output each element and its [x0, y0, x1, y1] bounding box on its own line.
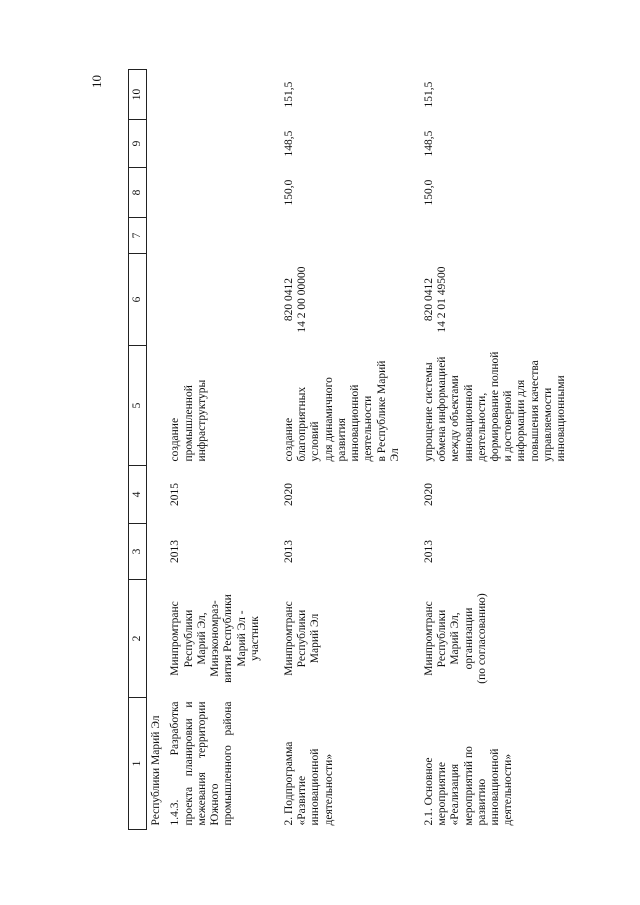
header-row [129, 70, 147, 830]
col-header-3: 3 [129, 524, 147, 580]
row-executor: Минпромтранс Республики Марий Эл, организации (по согласованию) [422, 593, 488, 684]
row-year-start: 2013 [169, 540, 182, 563]
row-name: 2.1. Основное мероприятие «Реализация мероприятий по развитию инновационной деятельности» [422, 746, 515, 826]
row-executor: Минпромтранс Республики Марий Эл [282, 601, 322, 676]
col-header-6: 6 [129, 254, 147, 346]
col-header-10: 10 [129, 70, 147, 120]
row-c10: 151,5 [422, 81, 435, 108]
row-result: упрощение системы обмена информацией между объектами инновационной деятельности, формирование полной и достоверной информации для повышения качества управляемости инновационными [422, 351, 568, 462]
row-executor: Минпромтранс Республики Марий Эл, Минэкономраз- вития Республики Марий Эл - участник [169, 594, 261, 683]
row-c8: 150,0 [422, 179, 435, 206]
row-c7 [405, 218, 571, 254]
row-c8: 150,0 [282, 179, 295, 206]
col-header-4: 4 [129, 466, 147, 524]
row-name: 1.4.3. Разработка проекта планировки и межевания территории Южного промышленного района [169, 701, 235, 826]
table-row [166, 70, 265, 830]
row-year-end: 2020 [422, 483, 435, 506]
row-c10 [166, 70, 265, 120]
program-table [128, 69, 571, 830]
row-c8 [166, 168, 265, 218]
col-header-8: 8 [129, 168, 147, 218]
table-row [265, 70, 405, 830]
row-year-start: 2013 [422, 540, 435, 563]
rotated-page [80, 52, 568, 852]
row-year-end: 2015 [169, 483, 182, 506]
col-header-1: 1 [129, 698, 147, 830]
col-header-5: 5 [129, 346, 147, 466]
row-code: 820 0412 14 2 00 00000 [282, 266, 309, 333]
row-c9 [166, 120, 265, 168]
row-c9: 148,5 [422, 130, 435, 157]
col-header-9: 9 [129, 120, 147, 168]
section-row [147, 70, 167, 830]
table-row [405, 70, 571, 830]
col-header-2: 2 [129, 580, 147, 698]
row-c7 [265, 218, 405, 254]
row-c9: 148,5 [282, 130, 295, 157]
section-title: Республики Марий Эл [150, 715, 163, 826]
row-c7 [166, 218, 265, 254]
row-c10: 151,5 [282, 81, 295, 108]
row-result: создание благоприятных условий для динамичного развития инновационной деятельности в Республике Марий Эл [282, 360, 401, 462]
row-year-end: 2020 [282, 483, 295, 506]
page-number: 10 [89, 75, 104, 88]
col-header-7: 7 [129, 218, 147, 254]
row-result: создание промышленной инфраструктуры [169, 379, 208, 462]
row-code [166, 254, 265, 346]
row-year-start: 2013 [282, 540, 295, 563]
row-name: 2. Подпрограмма «Развитие инновационной деятельности» [282, 741, 335, 826]
row-code: 820 0412 14 2 01 49500 [422, 266, 449, 333]
